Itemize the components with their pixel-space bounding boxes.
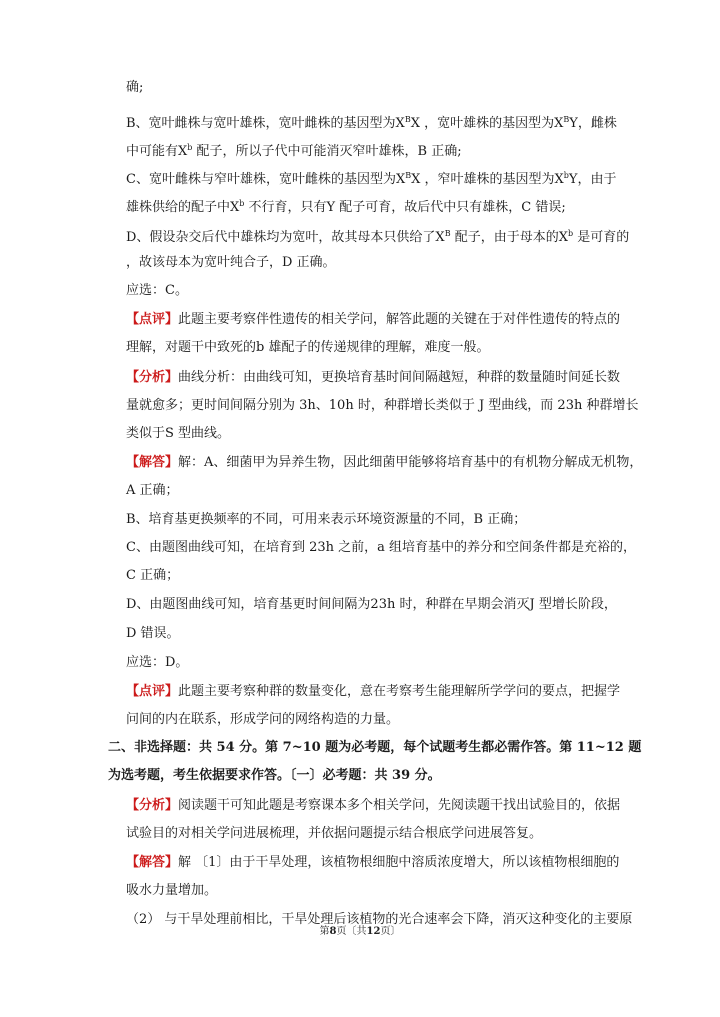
text-line: 试验目的对相关学问进展梳理，并依据问题提示结合根底学问进展答复。 xyxy=(126,826,543,841)
text-line: 量就愈多；更时间间隔分别为 3h、10h 时，种群增长类似于 J 型曲线，而 23h 种群增长 xyxy=(126,398,639,413)
text-line: 理解，对题干中致死的b 雄配子的传递规律的理解，难度一般。 xyxy=(126,340,490,355)
text-line: 【点评】此题主要考察种群的数量变化，意在考察考生能理解所学学问的要点，把握学 xyxy=(126,684,621,699)
text-line: 类似于S 型曲线。 xyxy=(126,426,231,441)
text-line: D、假设杂交后代中雄株均为宽叶，故其母本只供给了$X^B$ 配子，由于母本的$X^b$ 是可育的 xyxy=(126,229,630,245)
text-line: 吸水力量增加。 xyxy=(126,883,218,898)
text-line: （2） 与干旱处理前相比，干旱处理后该植物的光合速率会下降，消灭这种变化的主要原 xyxy=(126,912,633,927)
text-line: 【解答】解：A、细菌甲为异养生物，因此细菌甲能够将培育基中的有机物分解成无机物， xyxy=(126,455,643,470)
text-line: 【点评】此题主要考察伴性遗传的相关学问，解答此题的关键在于对伴性遗传的特点的 xyxy=(126,312,621,327)
text-line: D、由题图曲线可知，培育基更时间间隔为23h 时，种群在早期会消灭J 型增长阶段， xyxy=(126,597,617,612)
text-line: C 正确； xyxy=(126,568,180,583)
text-line: 雄株供给的配子中$X^b$ 不行育，只有Y 配子可育，故后代中只有雄株，C 错误; xyxy=(126,199,566,215)
text-line: 问间的内在联系，形成学问的网络构造的力量。 xyxy=(126,712,400,727)
text-line: 【分析】曲线分析：由曲线可知，更换培育基时间间隔越短，种群的数量随时间延长数 xyxy=(126,370,621,385)
text-line: 中可能有$X^b$ 配子，所以子代中可能消灭窄叶雄株，B 正确; xyxy=(126,143,462,159)
text-line: 应选：D。 xyxy=(126,655,189,670)
section-heading: 二、非选择题：共 54 分。第 7~10 题为必考题，每个试题考生都必需作答。第 11~12 题 xyxy=(108,740,642,755)
text-line: 应选：C。 xyxy=(126,283,188,298)
text-line: C、宽叶雌株与窄叶雄株，宽叶雌株的基因型为$X^BX$ ，窄叶雄株的基因型为$X^bY$，由于 xyxy=(126,171,617,187)
page-footer: 第8页〔共12页〕 xyxy=(319,926,401,937)
text-line: B、宽叶雌株与宽叶雄株，宽叶雌株的基因型为$X^BX$ ，宽叶雄株的基因型为$X^BY$，雌株 xyxy=(126,115,617,131)
comment-tag: 【点评】 xyxy=(126,312,179,327)
text-line: 【解答】解 〔1〕由于干旱处理，该植物根细胞中溶质浓度增大，所以该植物根细胞的 xyxy=(126,855,620,870)
text-line: A 正确； xyxy=(126,483,179,498)
text-line: D 错误。 xyxy=(126,626,180,641)
text-line: 确; xyxy=(126,80,144,95)
comment-tag: 【点评】 xyxy=(126,684,179,699)
text-line: ，故该母本为宽叶纯合子，D 正确。 xyxy=(126,255,336,270)
text-line: C、由题图曲线可知，在培育到 23h 之前，a 组培育基中的养分和空间条件都是充裕的， xyxy=(126,540,637,555)
section-heading: 为选考题，考生依据要求作答。〔一〕必考题：共 39 分。 xyxy=(108,768,441,783)
analysis-tag: 【分析】 xyxy=(126,370,179,385)
answer-tag: 【解答】 xyxy=(126,455,179,470)
analysis-tag: 【分析】 xyxy=(126,798,179,813)
text-line: 【分析】阅读题干可知此题是考察课本多个相关学问，先阅读题干找出试验目的，依据 xyxy=(126,798,621,813)
answer-tag: 【解答】 xyxy=(126,855,179,870)
text-line: B、培育基更换频率的不同，可用来表示环境资源量的不同，B 正确； xyxy=(126,512,527,527)
